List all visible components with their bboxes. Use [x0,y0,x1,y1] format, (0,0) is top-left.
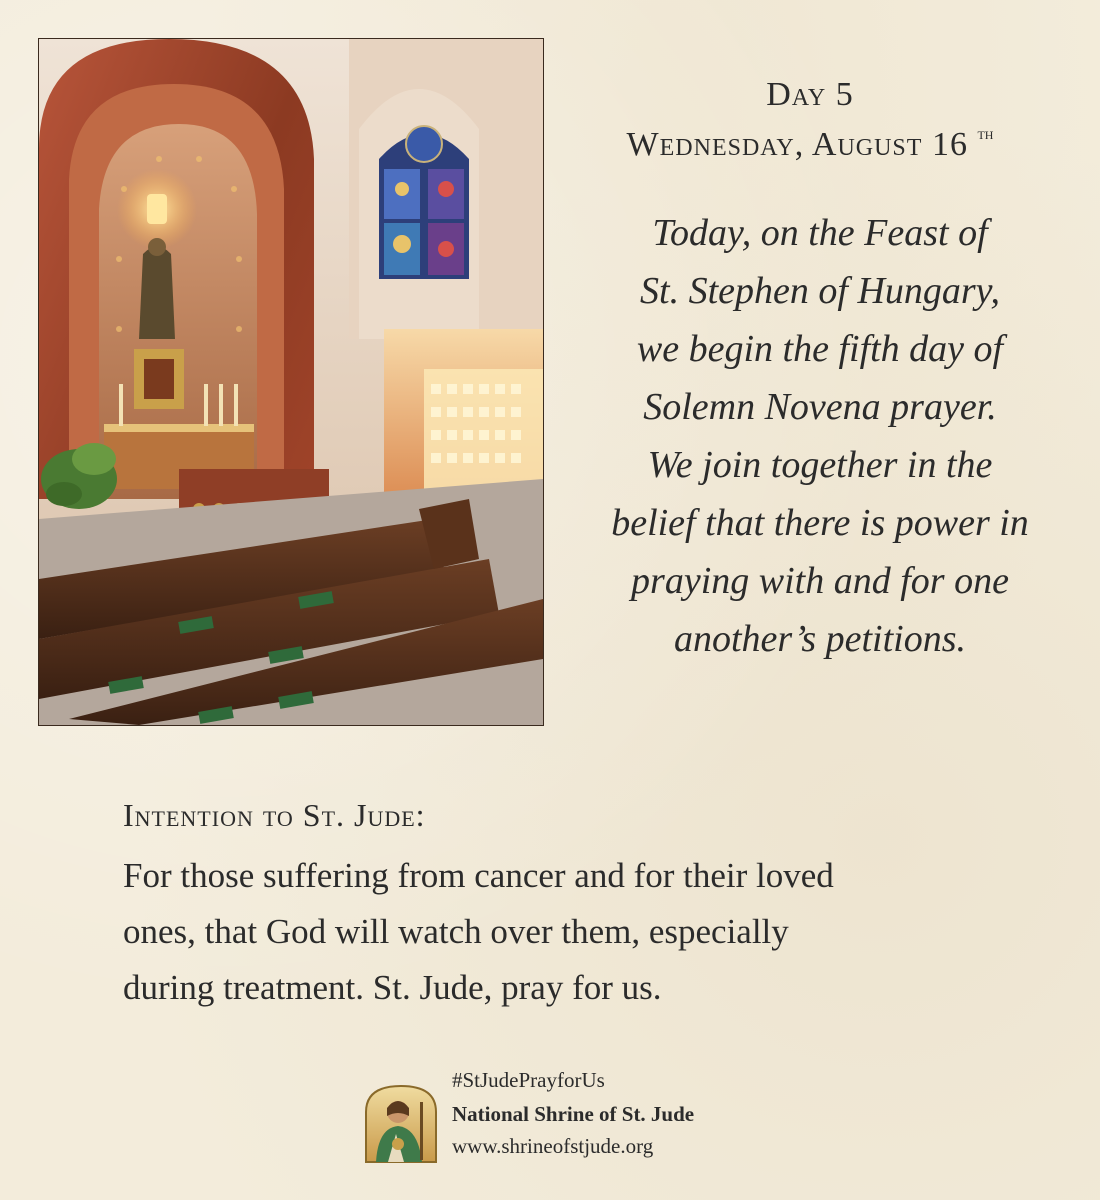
intro-line: St. Stephen of Hungary, [640,270,1000,312]
intro-text [575,204,1065,668]
intention-line: during treatment. St. Jude, pray for us. [123,968,662,1007]
day-label: Day 5 [766,76,854,113]
st-jude-medallion-logo [360,1082,442,1164]
website-url: www.shrineofstjude.org [452,1134,654,1158]
chapel-photo [38,38,544,726]
intention-heading: Intention to St. Jude: [123,797,426,833]
intro-line: another’s petitions. [673,618,967,660]
shrine-name: National Shrine of St. Jude [452,1102,695,1126]
hashtag: #StJudePrayforUs [452,1068,605,1092]
intro-line: Today, on the Feast of [652,212,988,254]
intention-line: ones, that God will watch over them, especially [123,912,789,951]
chapel-illustration [39,39,543,725]
intro-line: belief that there is power in [611,502,1029,544]
intention-line: For those suffering from cancer and for their loved [123,856,834,895]
stained-glass-window [379,126,469,279]
intro-line: praying with and for one [631,560,1009,602]
date-suffix: th [977,124,994,143]
date-label [560,124,1060,164]
intro-line: we begin the fifth day of [636,328,1004,370]
date-main: Wednesday, August 16 [626,126,968,163]
intro-line: Solemn Novena prayer. [643,386,997,428]
intro-line: We join together in the [647,444,993,486]
intention-body [123,848,1023,1016]
